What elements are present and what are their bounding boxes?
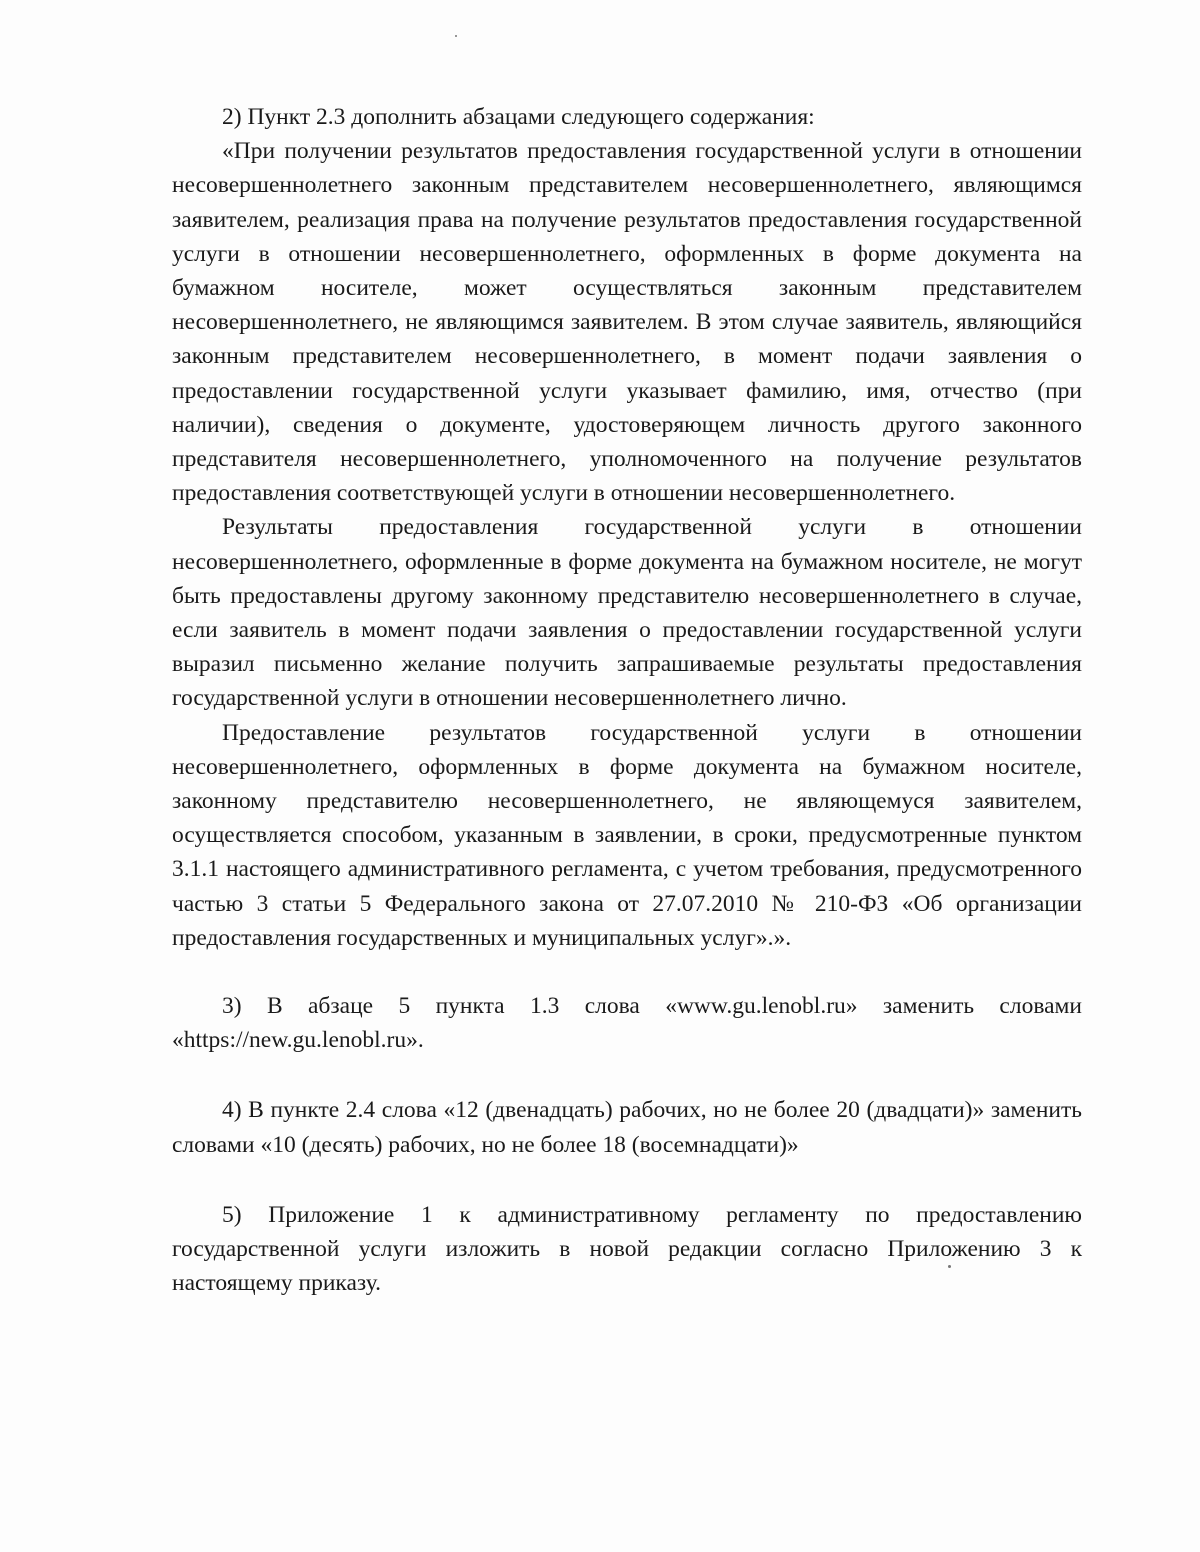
paragraph-item-4: 4) В пункте 2.4 слова «12 (двенадцать) рабочих, но не более 20 (двадцати)» заменить словами «10 (десять) рабочих, но не более 18 (восемнадцати)»: [172, 1097, 1082, 1158]
paragraph-amendment-text: «При получении результатов предоставления государственной услуги в отношении несовершеннолетнего законным представителем несовершеннолетнего, являющимся заявителем, реализация права на получение результатов предоставления государственной услуги в отношении несовершеннолетнего, оформленных в форме документа на бумажном носителе, может осуществляться законным представителем несовершеннолетнего, не являющимся заявителем. В этом случае заявитель, являющийся законным представителем несовершеннолетнего, в момент подачи заявления о предоставлении государственной услуги указывает фамилию, имя, отчество (при наличии), сведения о документе, удостоверяющем личность другого законного представителя несовершеннолетнего, уполномоченного на получение результатов предоставления соответствующей услуги в отношении несовершеннолетнего.: [172, 138, 1082, 507]
paragraph-item-3: 3) В абзаце 5 пункта 1.3 слова «www.gu.lenobl.ru» заменить словами «https://new.gu.lenobl.ru».: [172, 993, 1082, 1054]
paragraph-results-delivery: Предоставление результатов государственной услуги в отношении несовершеннолетнего, оформленных в форме документа на бумажном носителе, законному представителю несовершеннолетнего, не являющемуся заявителем, осуществляется способом, указанным в заявлении, в сроки, предусмотренные пунктом 3.1.1 настоящего административного регламента, с учетом требования, предусмотренного частью 3 статьи 5 Федерального закона от 27.07.2010 № 210-ФЗ «Об организации предоставления государственных и муниципальных услуг».».: [172, 719, 1082, 951]
paragraph-item-2-intro: 2) Пункт 2.3 дополнить абзацами следующего содержания:: [222, 104, 815, 130]
paragraph-results-restriction: Результаты предоставления государственной услуги в отношении несовершеннолетнего, оформленные в форме документа на бумажном носителе, не могут быть предоставлены другому законному представителю несовершеннолетнего в случае, если заявитель в момент подачи заявления о предоставлении государственной услуги выразил письменно желание получить запрашиваемые результаты предоставления государственной услуги в отношении несовершеннолетнего лично.: [172, 514, 1082, 712]
document-body: [172, 100, 1082, 1301]
paragraph-item-5: 5) Приложение 1 к административному регламенту по предоставлению государственной услуги изложить в новой редакции согласно Приложению 3 к настоящему приказу.: [172, 1201, 1082, 1297]
scan-speck: [455, 35, 457, 37]
